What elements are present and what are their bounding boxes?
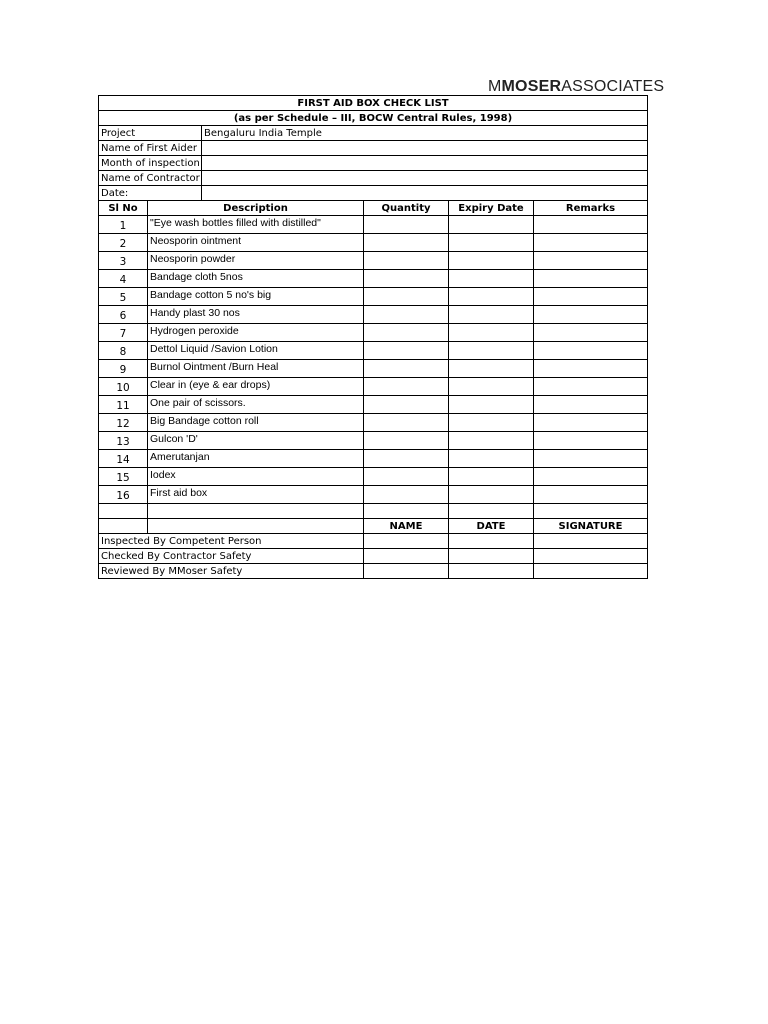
remarks-cell[interactable] — [534, 252, 648, 270]
info-row — [99, 141, 648, 156]
signoff-label: Checked By Contractor Safety — [99, 549, 364, 564]
description-cell: Gulcon 'D' — [148, 432, 364, 450]
table-row — [99, 450, 648, 468]
sl-no-cell: 12 — [99, 414, 148, 432]
sl-no-cell: 16 — [99, 486, 148, 504]
sl-no-cell: 4 — [99, 270, 148, 288]
info-label: Name of Contractor — [99, 171, 202, 186]
signoff-label: Inspected By Competent Person — [99, 534, 364, 549]
signature-cell[interactable] — [534, 534, 648, 549]
info-value-field[interactable]: Bengaluru India Temple — [202, 126, 648, 141]
expiry-date-cell[interactable] — [449, 234, 534, 252]
signature-cell[interactable] — [534, 564, 648, 579]
info-value-field[interactable] — [202, 171, 648, 186]
date-cell[interactable] — [449, 549, 534, 564]
sl-no-cell: 13 — [99, 432, 148, 450]
description-cell: One pair of scissors. — [148, 396, 364, 414]
sl-no-cell: 15 — [99, 468, 148, 486]
signoff-label: Reviewed By MMoser Safety — [99, 564, 364, 579]
sl-no-cell: 7 — [99, 324, 148, 342]
quantity-cell[interactable] — [364, 414, 449, 432]
table-row — [99, 432, 648, 450]
quantity-cell[interactable] — [364, 288, 449, 306]
sl-no-cell: 1 — [99, 216, 148, 234]
checklist-sheet — [98, 95, 647, 579]
signature-row — [99, 549, 648, 564]
signature-cell[interactable] — [534, 549, 648, 564]
quantity-cell[interactable] — [364, 252, 449, 270]
sl-no-cell: 9 — [99, 360, 148, 378]
remarks-cell[interactable] — [534, 270, 648, 288]
expiry-date-cell[interactable] — [449, 324, 534, 342]
col-remarks-header: Remarks — [534, 201, 648, 216]
expiry-date-cell[interactable] — [449, 270, 534, 288]
info-row — [99, 186, 648, 201]
col-quantity-header: Quantity — [364, 201, 449, 216]
quantity-cell[interactable] — [364, 378, 449, 396]
sl-no-cell: 10 — [99, 378, 148, 396]
remarks-cell[interactable] — [534, 234, 648, 252]
remarks-cell[interactable] — [534, 486, 648, 504]
quantity-cell[interactable] — [364, 432, 449, 450]
remarks-cell[interactable] — [534, 324, 648, 342]
signature-header: SIGNATURE — [534, 519, 648, 534]
quantity-cell[interactable] — [364, 270, 449, 288]
description-cell: Clear in (eye & ear drops) — [148, 378, 364, 396]
remarks-cell[interactable] — [534, 342, 648, 360]
info-row — [99, 156, 648, 171]
quantity-cell[interactable] — [364, 486, 449, 504]
table-row — [99, 234, 648, 252]
info-row — [99, 126, 648, 141]
quantity-cell[interactable] — [364, 306, 449, 324]
sl-no-cell: 11 — [99, 396, 148, 414]
expiry-date-cell[interactable] — [449, 306, 534, 324]
description-cell: Big Bandage cotton roll — [148, 414, 364, 432]
expiry-date-cell[interactable] — [449, 216, 534, 234]
quantity-cell[interactable] — [364, 234, 449, 252]
date-cell[interactable] — [449, 564, 534, 579]
table-row — [99, 324, 648, 342]
table-row — [99, 252, 648, 270]
sl-no-cell: 5 — [99, 288, 148, 306]
company-logo — [488, 78, 665, 96]
col-sl-no-header: Sl No — [99, 201, 148, 216]
remarks-cell[interactable] — [534, 432, 648, 450]
blank-cell[interactable] — [148, 504, 364, 519]
blank-cell[interactable] — [449, 504, 534, 519]
expiry-date-cell[interactable] — [449, 378, 534, 396]
name-cell[interactable] — [364, 564, 449, 579]
signature-row — [99, 534, 648, 549]
blank-cell — [148, 519, 364, 534]
quantity-cell[interactable] — [364, 342, 449, 360]
description-cell: Dettol Liquid /Savion Lotion — [148, 342, 364, 360]
sl-no-cell: 8 — [99, 342, 148, 360]
description-cell: Bandage cloth 5nos — [148, 270, 364, 288]
table-row — [99, 306, 648, 324]
table-row — [99, 414, 648, 432]
expiry-date-cell[interactable] — [449, 360, 534, 378]
quantity-cell[interactable] — [364, 324, 449, 342]
sl-no-cell: 2 — [99, 234, 148, 252]
info-row — [99, 171, 648, 186]
expiry-date-cell[interactable] — [449, 414, 534, 432]
remarks-cell[interactable] — [534, 414, 648, 432]
name-cell[interactable] — [364, 549, 449, 564]
expiry-date-cell[interactable] — [449, 486, 534, 504]
description-cell: Iodex — [148, 468, 364, 486]
sl-no-cell: 6 — [99, 306, 148, 324]
description-cell: Bandage cotton 5 no's big — [148, 288, 364, 306]
remarks-cell[interactable] — [534, 450, 648, 468]
col-description-header: Description — [148, 201, 364, 216]
table-row — [99, 216, 648, 234]
signature-header-row — [99, 519, 648, 534]
info-label: Project — [99, 126, 202, 141]
col-expiry-date-header: Expiry Date — [449, 201, 534, 216]
expiry-date-cell[interactable] — [449, 288, 534, 306]
sl-no-cell: 3 — [99, 252, 148, 270]
sheet-title: FIRST AID BOX CHECK LIST — [99, 96, 648, 111]
description-cell: Amerutanjan — [148, 450, 364, 468]
table-row — [99, 360, 648, 378]
remarks-cell[interactable] — [534, 468, 648, 486]
table-row — [99, 342, 648, 360]
expiry-date-cell[interactable] — [449, 432, 534, 450]
logo-text: MMOSERASSOCIATES — [488, 78, 665, 95]
quantity-cell[interactable] — [364, 468, 449, 486]
info-value-field[interactable] — [202, 156, 648, 171]
column-header-row — [99, 201, 648, 216]
blank-cell[interactable] — [364, 504, 449, 519]
expiry-date-cell[interactable] — [449, 342, 534, 360]
blank-cell — [99, 519, 148, 534]
table-row — [99, 396, 648, 414]
table-row — [99, 486, 648, 504]
quantity-cell[interactable] — [364, 360, 449, 378]
date-cell[interactable] — [449, 534, 534, 549]
signature-row — [99, 564, 648, 579]
remarks-cell[interactable] — [534, 378, 648, 396]
checklist-table — [98, 95, 648, 579]
description-cell: Neosporin powder — [148, 252, 364, 270]
blank-row — [99, 504, 648, 519]
subtitle-row — [99, 111, 648, 126]
quantity-cell[interactable] — [364, 396, 449, 414]
description-cell: Hydrogen peroxide — [148, 324, 364, 342]
info-label: Name of First Aider — [99, 141, 202, 156]
description-cell: Handy plast 30 nos — [148, 306, 364, 324]
info-value-field[interactable] — [202, 186, 648, 201]
name-header: NAME — [364, 519, 449, 534]
expiry-date-cell[interactable] — [449, 252, 534, 270]
blank-cell[interactable] — [99, 504, 148, 519]
sheet-subtitle: (as per Schedule – III, BOCW Central Rules, 1998) — [99, 111, 648, 126]
remarks-cell[interactable] — [534, 288, 648, 306]
description-cell: First aid box — [148, 486, 364, 504]
sl-no-cell: 14 — [99, 450, 148, 468]
table-row — [99, 288, 648, 306]
title-row — [99, 96, 648, 111]
table-row — [99, 378, 648, 396]
info-label: Date: — [99, 186, 202, 201]
table-row — [99, 468, 648, 486]
description-cell: Burnol Ointment /Burn Heal — [148, 360, 364, 378]
date-header: DATE — [449, 519, 534, 534]
remarks-cell[interactable] — [534, 216, 648, 234]
table-row — [99, 270, 648, 288]
expiry-date-cell[interactable] — [449, 396, 534, 414]
blank-cell[interactable] — [534, 504, 648, 519]
expiry-date-cell[interactable] — [449, 450, 534, 468]
info-value-field[interactable] — [202, 141, 648, 156]
remarks-cell[interactable] — [534, 396, 648, 414]
remarks-cell[interactable] — [534, 306, 648, 324]
name-cell[interactable] — [364, 534, 449, 549]
expiry-date-cell[interactable] — [449, 468, 534, 486]
quantity-cell[interactable] — [364, 450, 449, 468]
description-cell: Neosporin ointment — [148, 234, 364, 252]
info-label: Month of inspection — [99, 156, 202, 171]
quantity-cell[interactable] — [364, 216, 449, 234]
description-cell: "Eye wash bottles filled with distilled" — [148, 216, 364, 234]
remarks-cell[interactable] — [534, 360, 648, 378]
